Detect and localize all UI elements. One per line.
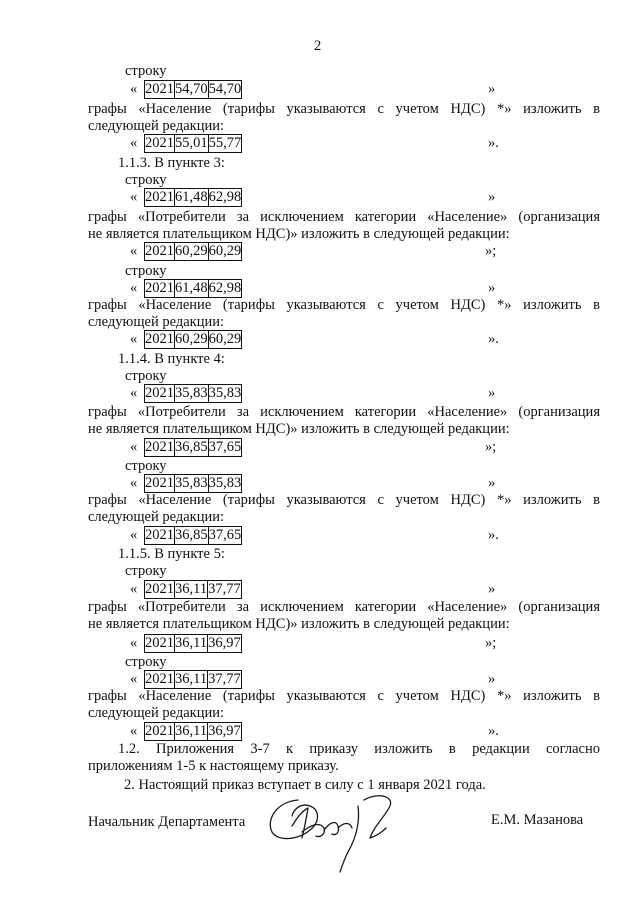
cell-value-2: 60,29 xyxy=(208,331,242,347)
paragraph-line: графы «Население (тарифы указываются с учетом НДС) *» изложить в xyxy=(88,492,600,508)
cell-value-2: 55,77 xyxy=(208,135,242,151)
open-quote: « xyxy=(130,81,138,97)
paragraph-line: графы «Население (тарифы указываются с учетом НДС) *» изложить в xyxy=(88,688,600,704)
cell-value-2: 37,77 xyxy=(208,581,241,597)
cell-year: 2021 xyxy=(145,280,174,296)
cell-year: 2021 xyxy=(145,81,174,97)
cell-value-2: 37,65 xyxy=(208,527,242,543)
close-quote: » xyxy=(488,81,496,97)
paragraph-line: следующей редакции: xyxy=(88,705,225,721)
page-number: 2 xyxy=(314,38,322,54)
open-quote: « xyxy=(130,439,138,455)
open-quote: « xyxy=(130,189,138,205)
open-quote: « xyxy=(130,475,138,491)
cell-value-1: 61,48 xyxy=(175,280,208,296)
open-quote: « xyxy=(130,243,138,259)
close-quote: »; xyxy=(485,635,497,651)
cell-value-1: 36,85 xyxy=(175,439,208,455)
open-quote: « xyxy=(130,331,138,347)
cell-year: 2021 xyxy=(145,581,174,597)
cell-value-2: 37,77 xyxy=(208,671,241,687)
cell-value-1: 35,83 xyxy=(175,475,208,491)
paragraph-line: приложениям 1-5 к настоящему приказу. xyxy=(88,758,339,774)
paragraph-line: следующей редакции: xyxy=(88,314,225,330)
paragraph-line: следующей редакции: xyxy=(88,509,225,525)
cell-value-2: 60,29 xyxy=(208,243,242,259)
cell-value-1: 60,29 xyxy=(175,331,208,347)
paragraph-line: 1.2. Приложения 3-7 к приказу изложить в редакции согласно xyxy=(118,741,600,757)
section-heading: 1.1.3. В пункте 3: xyxy=(118,155,225,171)
close-quote: » xyxy=(488,280,496,296)
open-quote: « xyxy=(130,635,138,651)
cell-year: 2021 xyxy=(145,635,174,651)
cell-year: 2021 xyxy=(145,527,174,543)
open-quote: « xyxy=(130,385,138,401)
paragraph-line: графы «Население (тарифы указываются с учетом НДС) *» изложить в xyxy=(88,297,600,313)
cell-value-1: 36,11 xyxy=(175,671,208,687)
cell-year: 2021 xyxy=(145,439,174,455)
cell-year: 2021 xyxy=(145,475,174,491)
paragraph-line: следующей редакции: xyxy=(88,118,225,134)
section-heading: 1.1.5. В пункте 5: xyxy=(118,546,225,562)
open-quote: « xyxy=(130,135,138,151)
open-quote: « xyxy=(130,280,138,296)
cell-year: 2021 xyxy=(145,135,174,151)
cell-value-1: 36,11 xyxy=(175,723,208,739)
close-quote: ». xyxy=(488,135,499,151)
cell-year: 2021 xyxy=(145,189,174,205)
close-quote: » xyxy=(488,475,496,491)
cell-value-2: 37,65 xyxy=(208,439,242,455)
close-quote: »; xyxy=(485,439,497,455)
label-stroku: строку xyxy=(125,368,167,384)
paragraph-line: графы «Потребители за исключением категории «Население» (организация xyxy=(88,209,600,225)
close-quote: ». xyxy=(488,723,499,739)
paragraph-line: не является плательщиком НДС)» изложить в следующей редакции: xyxy=(88,421,510,437)
paragraph-line: графы «Потребители за исключением категории «Население» (организация xyxy=(88,599,600,615)
close-quote: »; xyxy=(485,243,497,259)
open-quote: « xyxy=(130,723,138,739)
open-quote: « xyxy=(130,671,138,687)
label-stroku: строку xyxy=(125,263,167,279)
cell-year: 2021 xyxy=(145,385,174,401)
signatory-title: Начальник Департамента xyxy=(88,814,246,830)
paragraph-line: не является плательщиком НДС)» изложить в следующей редакции: xyxy=(88,226,510,242)
close-quote: » xyxy=(488,671,496,687)
paragraph-line: графы «Потребители за исключением категории «Население» (организация xyxy=(88,404,600,420)
close-quote: » xyxy=(488,189,496,205)
cell-value-2: 62,98 xyxy=(208,189,242,205)
close-quote: ». xyxy=(488,331,499,347)
cell-year: 2021 xyxy=(145,243,174,259)
close-quote: » xyxy=(488,581,496,597)
section-heading: 1.1.4. В пункте 4: xyxy=(118,351,225,367)
cell-year: 2021 xyxy=(145,671,174,687)
cell-value-1: 36,85 xyxy=(175,527,208,543)
handwritten-signature xyxy=(258,786,416,874)
paragraph-line: 2. Настоящий приказ вступает в силу с 1 января 2021 года. xyxy=(124,777,486,793)
cell-value-2: 54,70 xyxy=(208,81,242,97)
cell-value-2: 35,83 xyxy=(208,385,242,401)
label-stroku: строку xyxy=(125,63,167,79)
cell-value-1: 61,48 xyxy=(175,189,208,205)
cell-year: 2021 xyxy=(145,331,174,347)
cell-value-2: 36,97 xyxy=(208,723,241,739)
open-quote: « xyxy=(130,581,138,597)
cell-value-1: 35,83 xyxy=(175,385,208,401)
cell-value-1: 36,11 xyxy=(175,635,208,651)
cell-value-1: 55,01 xyxy=(175,135,208,151)
cell-value-2: 62,98 xyxy=(208,280,242,296)
label-stroku: строку xyxy=(125,563,167,579)
cell-value-2: 35,83 xyxy=(208,475,242,491)
label-stroku: строку xyxy=(125,458,167,474)
cell-value-1: 60,29 xyxy=(175,243,208,259)
cell-value-1: 54,70 xyxy=(175,81,208,97)
cell-year: 2021 xyxy=(145,723,174,739)
label-stroku: строку xyxy=(125,654,167,670)
paragraph-line: не является плательщиком НДС)» изложить в следующей редакции: xyxy=(88,616,510,632)
cell-value-2: 36,97 xyxy=(208,635,241,651)
close-quote: » xyxy=(488,385,496,401)
signatory-name: Е.М. Мазанова xyxy=(491,812,584,828)
label-stroku: строку xyxy=(125,172,167,188)
paragraph-line: графы «Население (тарифы указываются с учетом НДС) *» изложить в xyxy=(88,101,600,117)
cell-value-1: 36,11 xyxy=(175,581,208,597)
close-quote: ». xyxy=(488,527,499,543)
open-quote: « xyxy=(130,527,138,543)
